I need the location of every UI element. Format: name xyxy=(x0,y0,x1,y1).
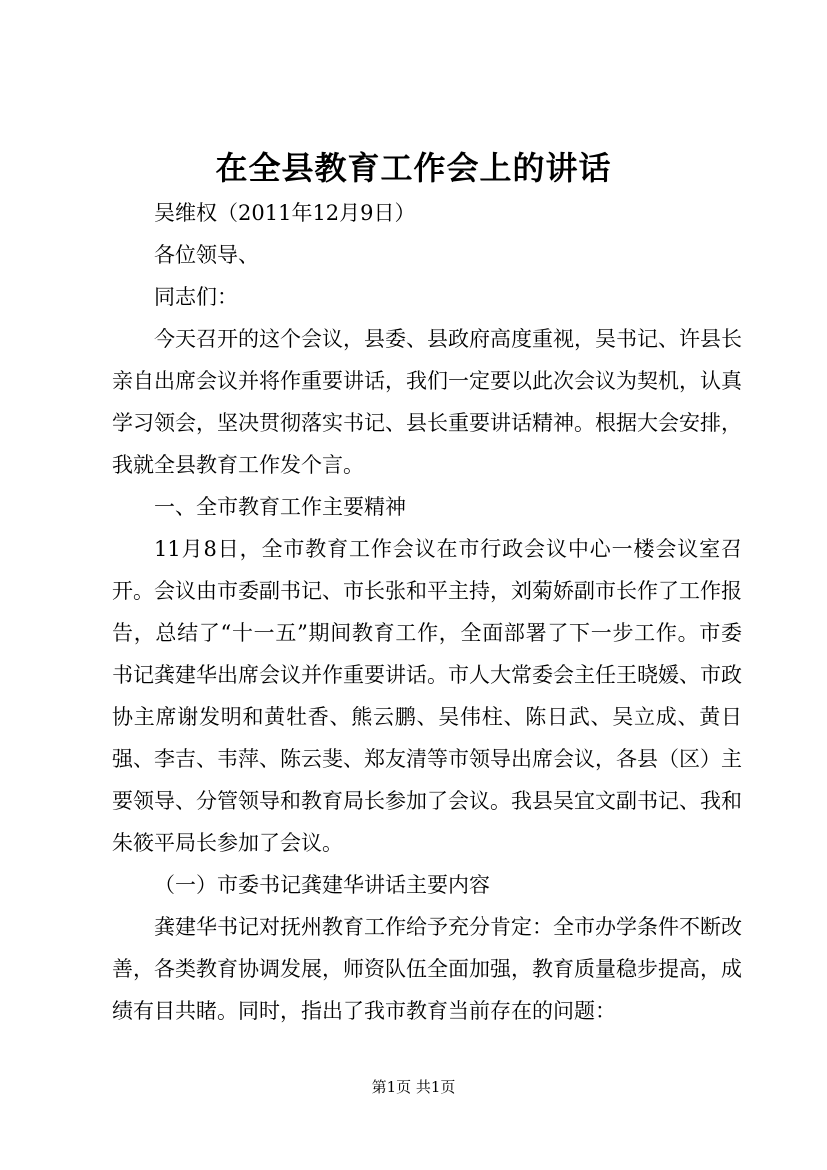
salutation-comrades: 同志们： xyxy=(154,285,238,309)
intro-paragraph: 今天召开的这个会议，县委、县政府高度重视，吴书记、许县长亲自出席会议并将作重要讲话，我们一定要以此次会议为契机，认真学习领会，坚决贯彻落实书记、县长重要讲话精神。根据大会安排，我就全县教育工作发个言。 xyxy=(112,327,742,477)
section-heading-1: 一、全市教育工作主要精神 xyxy=(154,495,406,519)
subsection-heading-1: （一）市委书记龚建华讲话主要内容 xyxy=(154,873,490,897)
document-title: 在全县教育工作会上的讲话 xyxy=(215,149,612,187)
page-indicator: 第1页 共1页 xyxy=(371,1078,456,1096)
byline: 吴维权（2011年12月9日） xyxy=(154,201,416,225)
salutation-leaders: 各位领导、 xyxy=(154,243,259,267)
meeting-paragraph: 11月8日，全市教育工作会议在市行政会议中心一楼会议室召开。会议由市委副书记、市长张和平主持，刘菊娇副市长作了工作报告，总结了“十一五”期间教育工作，全面部署了下一步工作。市委书记龚建华出席会议并作重要讲话。市人大常委会主任王晓媛、市政协主席谢发明和黄牡香、熊云鹏、吴伟柱、陈日武、吴立成、黄日强、李吉、韦萍、陈云斐、郑友清等市领导出席会议，各县（区）主要领导、分管领导和教育局长参加了会议。我县吴宜文副书记、我和朱筱平局长参加了会议。 xyxy=(112,537,742,855)
speech-paragraph: 龚建华书记对抚州教育工作给予充分肯定：全市办学条件不断改善，各类教育协调发展，师资队伍全面加强，教育质量稳步提高，成绩有目共睹。同时，指出了我市教育当前存在的问题： xyxy=(112,915,742,1023)
document-body xyxy=(112,192,742,1032)
